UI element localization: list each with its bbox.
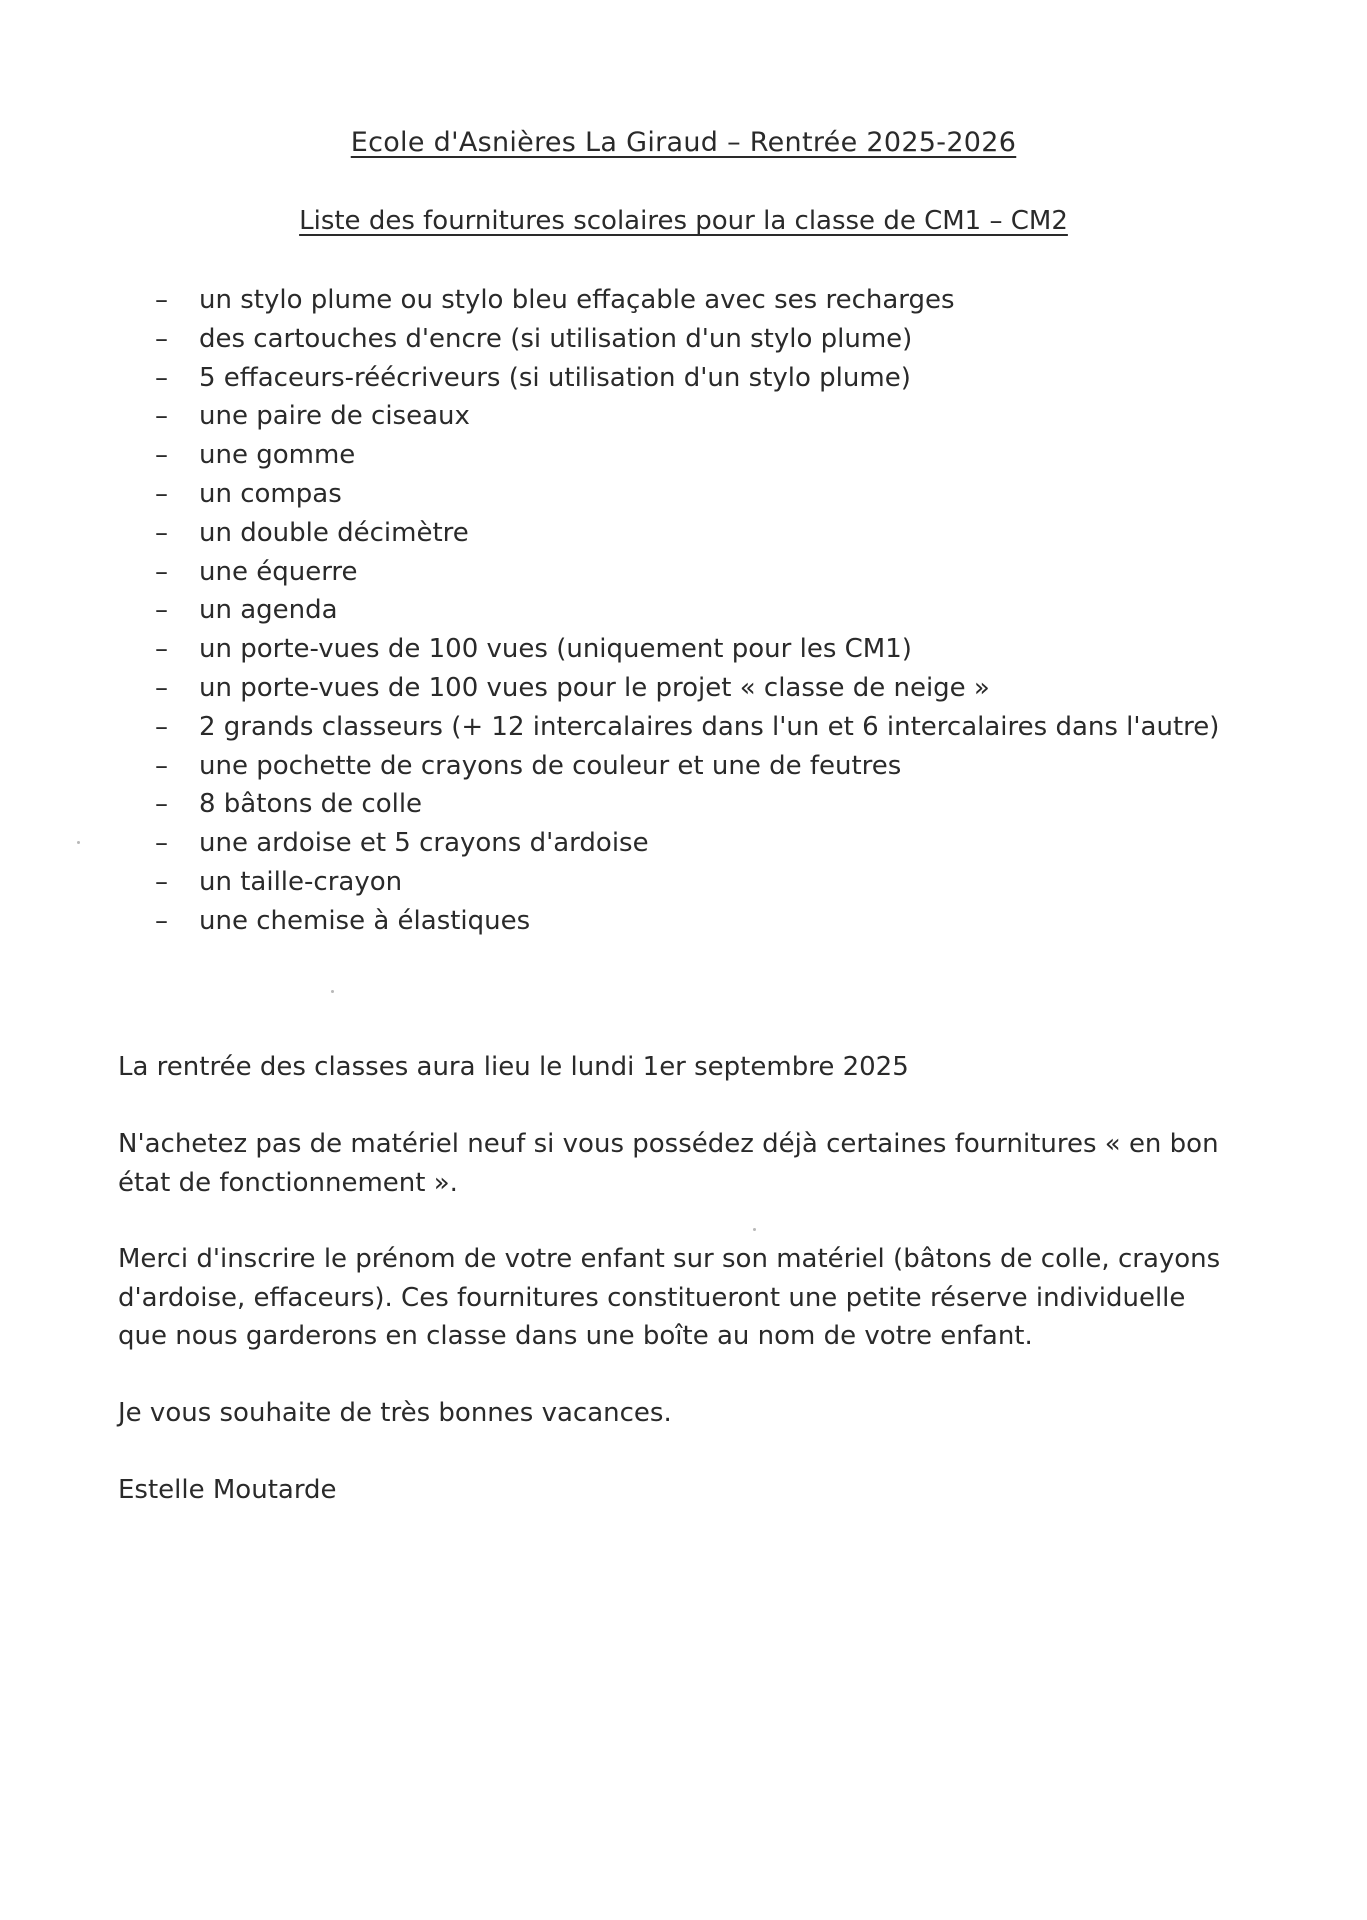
list-item <box>155 281 1219 320</box>
dash-bullet: – <box>155 362 168 393</box>
dash-bullet: – <box>155 672 168 703</box>
scan-speck <box>753 1228 756 1231</box>
list-item <box>155 630 1219 669</box>
list-item-text: une équerre <box>199 556 358 587</box>
list-item-text: une ardoise et 5 crayons d'ardoise <box>199 828 649 859</box>
dash-bullet: – <box>155 750 168 781</box>
dash-bullet: – <box>155 517 168 548</box>
list-item-text: 8 bâtons de colle <box>199 789 423 820</box>
supplies-list <box>155 281 1219 941</box>
dash-bullet: – <box>155 789 168 820</box>
list-item <box>155 669 1219 708</box>
prenom-line-3: que nous garderons en classe dans une boîte au nom de votre enfant. <box>118 1321 1033 1351</box>
dash-bullet: – <box>155 440 168 471</box>
document-subtitle <box>0 203 1367 239</box>
list-item-text: 2 grands classeurs (+ 12 intercalaires dans l'un et 6 intercalaires dans l'autre) <box>199 711 1220 742</box>
dash-bullet: – <box>155 711 168 742</box>
list-item-text: un double décimètre <box>199 517 469 548</box>
signature-name: Estelle Moutarde <box>118 1475 337 1505</box>
list-item <box>155 747 1219 786</box>
rentree-date-paragraph <box>118 1048 1248 1087</box>
list-item-text: un agenda <box>199 595 338 626</box>
dash-bullet: – <box>155 556 168 587</box>
document-subtitle-text: Liste des fournitures scolaires pour la classe de CM1 – CM2 <box>299 206 1068 236</box>
document-title-text: Ecole d'Asnières La Giraud – Rentrée 2025-2026 <box>350 127 1017 158</box>
materiel-neuf-line-2: état de fonctionnement ». <box>118 1167 458 1198</box>
dash-bullet: – <box>155 634 168 665</box>
list-item-text: des cartouches d'encre (si utilisation d'un stylo plume) <box>199 323 913 354</box>
list-item <box>155 436 1219 475</box>
list-item <box>155 397 1219 436</box>
dash-bullet: – <box>155 828 168 859</box>
list-item-text: un taille-crayon <box>199 866 403 897</box>
list-item <box>155 591 1219 630</box>
list-item-text: 5 effaceurs-réécriveurs (si utilisation d'un stylo plume) <box>199 362 911 393</box>
list-item <box>155 824 1219 863</box>
list-item-text: une chemise à élastiques <box>199 905 531 936</box>
list-item <box>155 320 1219 359</box>
dash-bullet: – <box>155 401 168 432</box>
list-item <box>155 475 1219 514</box>
rentree-date-text: La rentrée des classes aura lieu le lundi 1er septembre 2025 <box>118 1052 909 1082</box>
list-item <box>155 359 1219 398</box>
list-item <box>155 785 1219 824</box>
list-item <box>155 708 1219 747</box>
list-item-text: une pochette de crayons de couleur et une de feutres <box>199 750 902 781</box>
prenom-line-1: Merci d'inscrire le prénom de votre enfant sur son matériel (bâtons de colle, crayons <box>118 1244 1221 1274</box>
list-item-text: une gomme <box>199 440 356 471</box>
dash-bullet: – <box>155 285 168 315</box>
signature <box>118 1471 1248 1510</box>
list-item <box>155 553 1219 592</box>
dash-bullet: – <box>155 478 168 509</box>
dash-bullet: – <box>155 905 168 936</box>
list-item <box>155 514 1219 553</box>
list-item-text: un porte-vues de 100 vues (uniquement pour les CM1) <box>199 634 912 665</box>
dash-bullet: – <box>155 323 168 354</box>
list-item-text: un stylo plume ou stylo bleu effaçable avec ses recharges <box>199 285 955 315</box>
materiel-neuf-paragraph <box>118 1125 1248 1202</box>
prenom-paragraph <box>118 1240 1248 1356</box>
scan-speck <box>77 841 80 844</box>
scan-speck <box>331 990 334 993</box>
document-title <box>0 125 1367 161</box>
dash-bullet: – <box>155 866 168 897</box>
prenom-line-2: d'ardoise, effaceurs). Ces fournitures constitueront une petite réserve individuelle <box>118 1282 1186 1313</box>
list-item-text: une paire de ciseaux <box>199 401 470 432</box>
list-item-text: un compas <box>199 478 342 509</box>
materiel-neuf-line-1: N'achetez pas de matériel neuf si vous possédez déjà certaines fournitures « en bon <box>118 1129 1219 1159</box>
list-item <box>155 902 1219 941</box>
list-item <box>155 863 1219 902</box>
vacances-paragraph <box>118 1394 1248 1433</box>
vacances-text: Je vous souhaite de très bonnes vacances. <box>118 1398 672 1428</box>
list-item-text: un porte-vues de 100 vues pour le projet « classe de neige » <box>199 672 990 703</box>
dash-bullet: – <box>155 595 168 626</box>
